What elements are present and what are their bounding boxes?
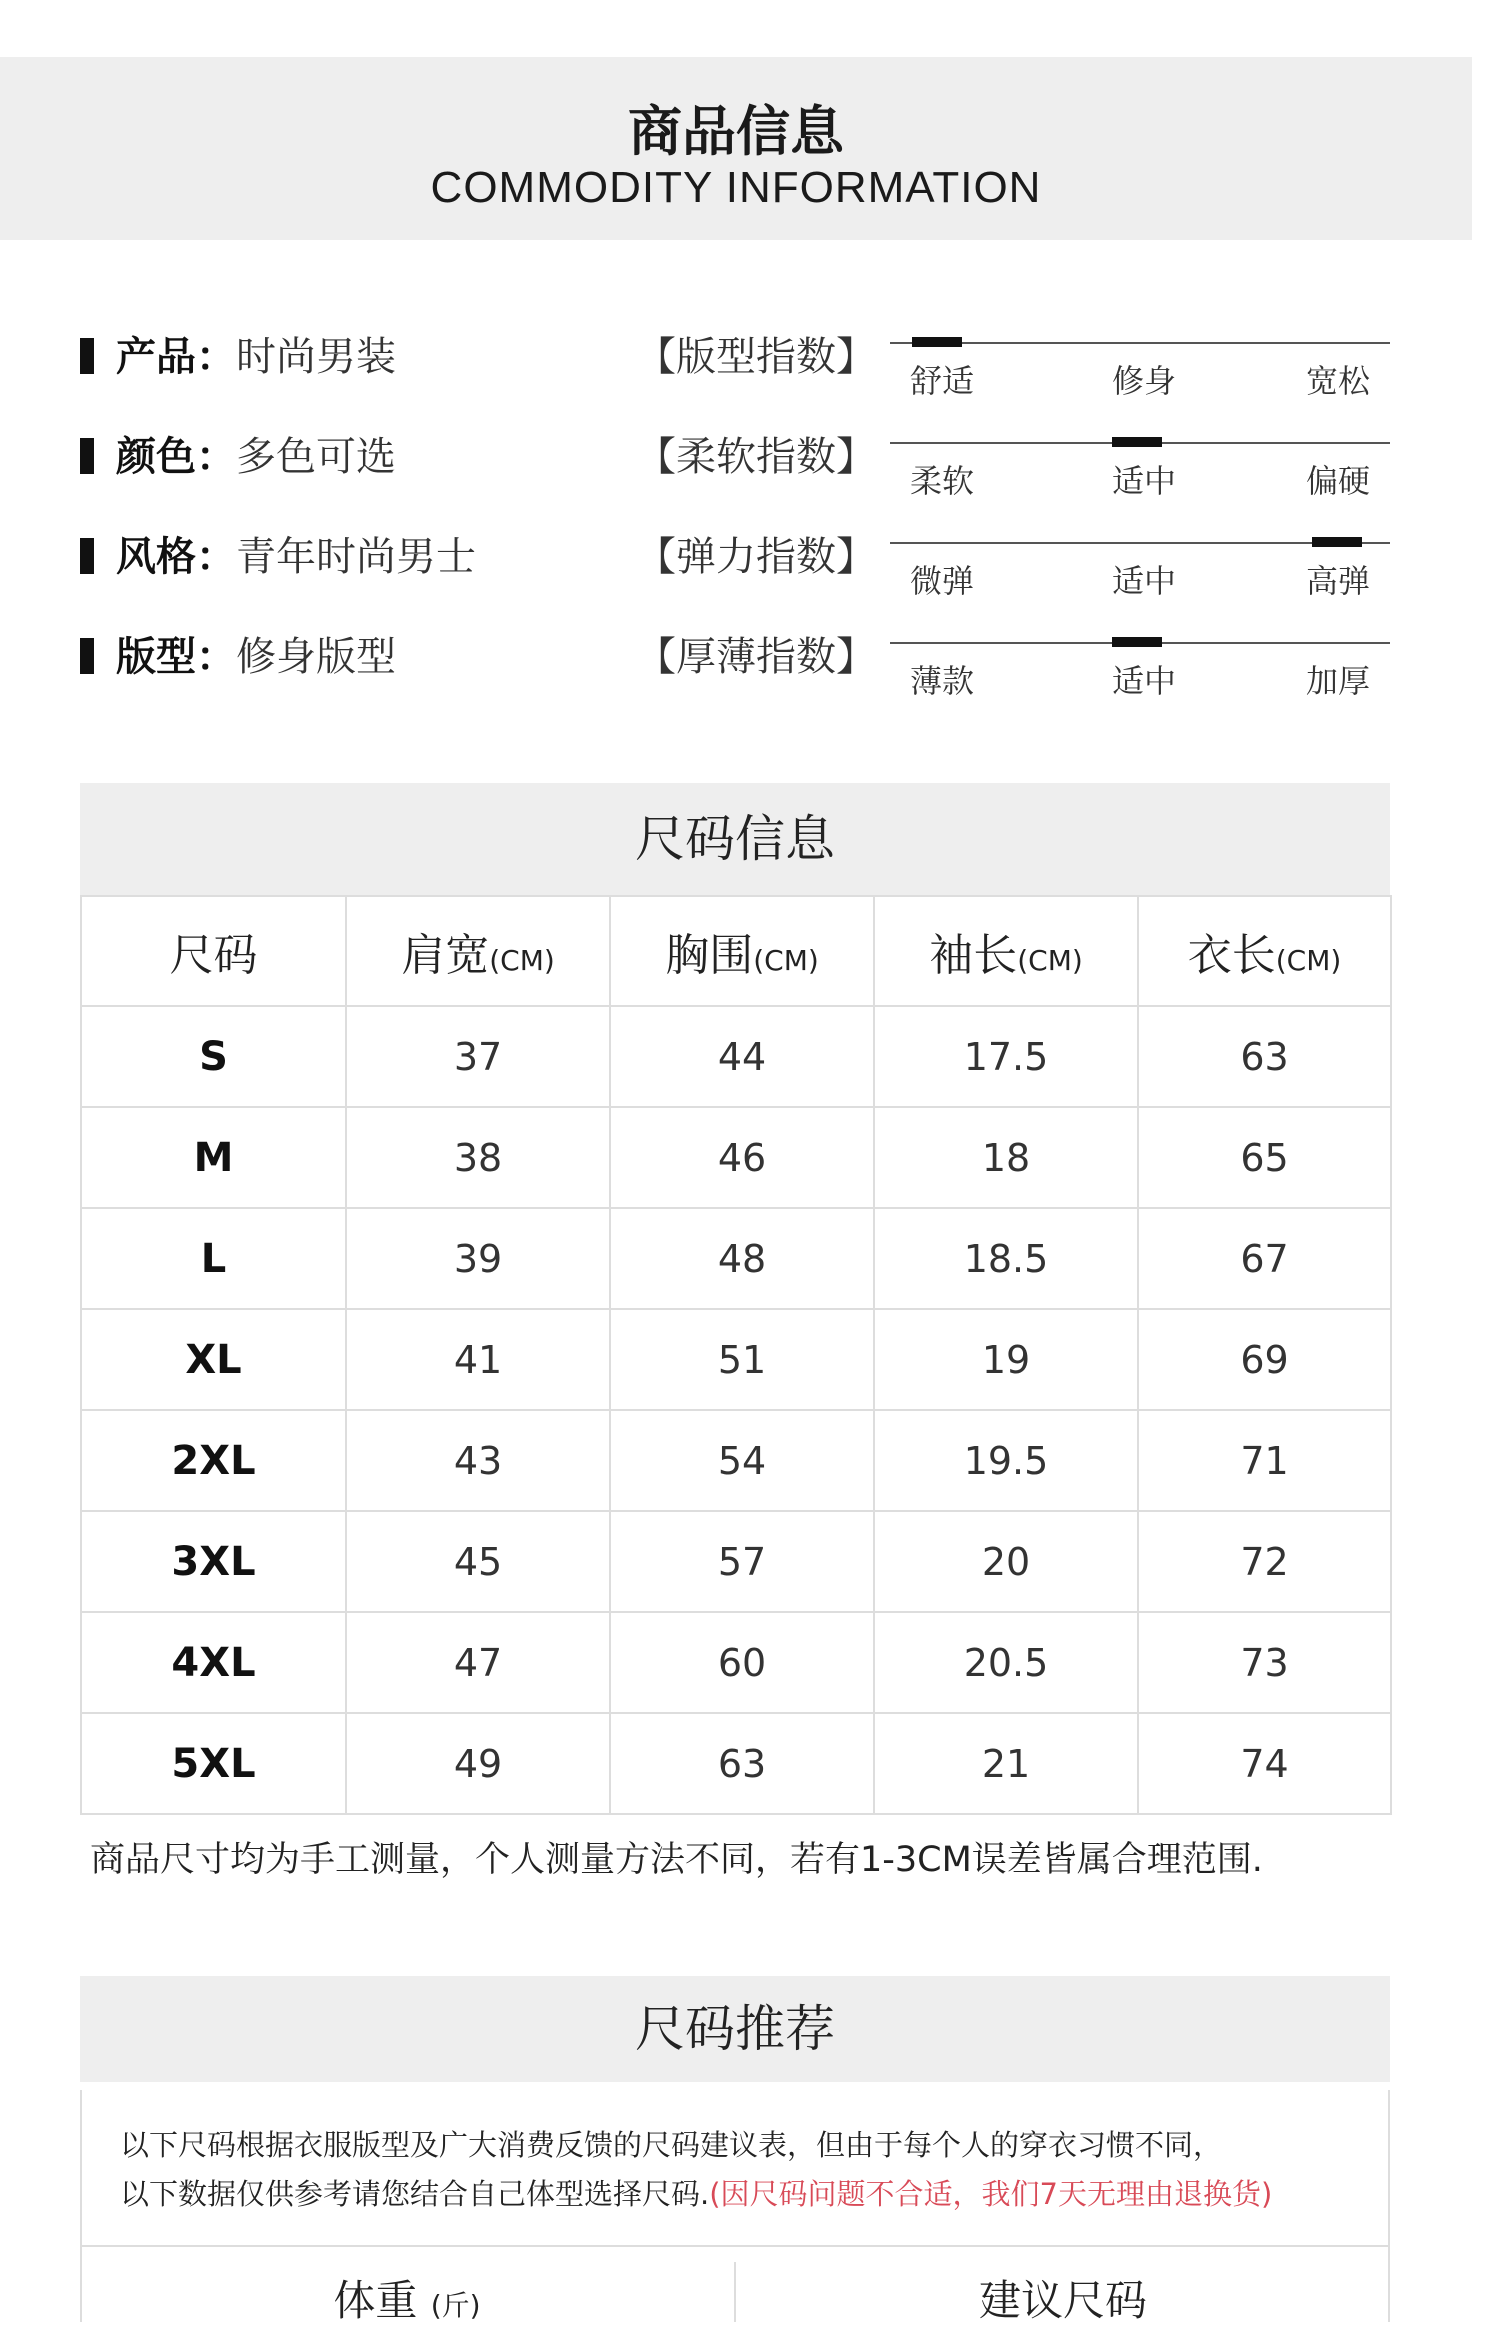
header-unit: (CM) <box>1017 944 1083 977</box>
index-scale-elasticity <box>890 542 1390 612</box>
scale-option: 柔软 <box>910 462 975 500</box>
index-scale-fit <box>890 342 1390 412</box>
table-cell: 63 <box>1138 1006 1391 1107</box>
table-cell: 49 <box>346 1713 610 1814</box>
size-info-title: 尺码信息 <box>80 783 1390 895</box>
table-cell: 71 <box>1138 1410 1391 1511</box>
header-name: 袖长 <box>929 930 1018 981</box>
table-cell: 46 <box>610 1107 874 1208</box>
table-cell: 51 <box>610 1309 874 1410</box>
size-table <box>80 895 1392 1815</box>
table-cell: 37 <box>346 1006 610 1107</box>
table-row <box>81 1713 1391 1814</box>
table-cell: 19 <box>874 1309 1138 1410</box>
scale-option: 高弹 <box>1306 562 1371 600</box>
table-cell: M <box>81 1107 346 1208</box>
bullet-bar-icon <box>80 538 94 574</box>
scale-option: 加厚 <box>1306 662 1371 700</box>
index-scale-softness <box>890 442 1390 512</box>
index-scale-thickness <box>890 642 1390 712</box>
table-cell: 65 <box>1138 1107 1391 1208</box>
header-name: 尺码 <box>169 930 258 981</box>
scale-option: 偏硬 <box>1306 462 1371 500</box>
table-cell: 2XL <box>81 1410 346 1511</box>
scale-option: 适中 <box>1112 562 1177 600</box>
table-cell: 73 <box>1138 1612 1391 1713</box>
size-table-header <box>81 896 1391 1006</box>
header-title-en: COMMODITY INFORMATION <box>430 163 1042 212</box>
recommend-text: 以下数据仅供参考请您结合自己体型选择尺码. <box>120 2177 710 2211</box>
table-cell: 45 <box>346 1511 610 1612</box>
header-unit: (CM) <box>489 944 555 977</box>
scale-option: 适中 <box>1112 462 1177 500</box>
scale-option: 薄款 <box>910 662 975 700</box>
table-row <box>81 1612 1391 1713</box>
table-cell: 18.5 <box>874 1208 1138 1309</box>
scale-marker <box>1112 437 1162 447</box>
header-unit: (CM) <box>753 944 819 977</box>
scale-option: 微弹 <box>910 562 975 600</box>
header-chest <box>610 896 874 1006</box>
table-cell: 74 <box>1138 1713 1391 1814</box>
commodity-info-header <box>0 57 1472 240</box>
table-row <box>81 1309 1391 1410</box>
scale-option: 舒适 <box>910 362 975 400</box>
header-name: 肩宽 <box>401 930 490 981</box>
table-cell: 67 <box>1138 1208 1391 1309</box>
bullet-bar-icon <box>80 338 94 374</box>
attribute-label: 风格： <box>116 534 236 580</box>
attribute-color <box>80 425 396 480</box>
scale-marker <box>1112 637 1162 647</box>
table-cell: 44 <box>610 1006 874 1107</box>
attribute-value: 修身版型 <box>236 634 396 680</box>
table-cell: 3XL <box>81 1511 346 1612</box>
table-cell: 38 <box>346 1107 610 1208</box>
measurement-note: 商品尺寸均为手工测量，个人测量方法不同，若有1-3CM误差皆属合理范围. <box>90 1840 1263 1880</box>
table-cell: 48 <box>610 1208 874 1309</box>
header-length <box>1138 896 1391 1006</box>
recommend-table-border <box>80 2245 1390 2247</box>
table-row <box>81 1107 1391 1208</box>
table-cell: 18 <box>874 1107 1138 1208</box>
table-row <box>81 1410 1391 1511</box>
table-cell: 63 <box>610 1713 874 1814</box>
table-cell: 17.5 <box>874 1006 1138 1107</box>
attribute-label: 颜色： <box>116 434 236 480</box>
index-label-thickness: 【厚薄指数】 <box>636 634 876 680</box>
table-cell: 20.5 <box>874 1612 1138 1713</box>
scale-marker <box>912 337 962 347</box>
table-cell: L <box>81 1208 346 1309</box>
recommend-text-line1: 以下尺码根据衣服版型及广大消费反馈的尺码建议表，但由于每个人的穿衣习惯不同， <box>120 2128 1223 2162</box>
bullet-bar-icon <box>80 438 94 474</box>
header-unit: (斤) <box>430 2289 481 2322</box>
table-cell: 39 <box>346 1208 610 1309</box>
scale-option: 适中 <box>1112 662 1177 700</box>
index-label-softness: 【柔软指数】 <box>636 434 876 480</box>
size-recommend-title: 尺码推荐 <box>80 1976 1390 2082</box>
table-cell: 57 <box>610 1511 874 1612</box>
table-cell: 69 <box>1138 1309 1391 1410</box>
table-cell: 60 <box>610 1612 874 1713</box>
attribute-label: 版型： <box>116 634 236 680</box>
table-cell: S <box>81 1006 346 1107</box>
header-name: 体重 <box>333 2276 418 2325</box>
header-name: 衣长 <box>1187 930 1276 981</box>
table-row <box>81 1006 1391 1107</box>
attribute-label: 产品： <box>116 334 236 380</box>
header-unit: (CM) <box>1275 944 1342 977</box>
scale-marker <box>1312 537 1362 547</box>
header-shoulder <box>346 896 610 1006</box>
header-sleeve <box>874 896 1138 1006</box>
attribute-product <box>80 325 396 380</box>
scale-option: 宽松 <box>1306 362 1371 400</box>
table-cell: 20 <box>874 1511 1138 1612</box>
recommend-text-line2 <box>120 2172 1272 2213</box>
table-cell: 41 <box>346 1309 610 1410</box>
header-size <box>81 896 346 1006</box>
table-cell: 72 <box>1138 1511 1391 1612</box>
scale-line <box>890 342 1390 344</box>
table-cell: 4XL <box>81 1612 346 1713</box>
return-policy-text: (因尺码问题不合适，我们7天无理由退换货) <box>709 2177 1273 2211</box>
header-title-cn: 商品信息 <box>628 100 844 163</box>
table-cell: 5XL <box>81 1713 346 1814</box>
table-row <box>81 1208 1391 1309</box>
table-cell: 19.5 <box>874 1410 1138 1511</box>
table-cell: 21 <box>874 1713 1138 1814</box>
table-cell: 43 <box>346 1410 610 1511</box>
recommend-header-size: 建议尺码 <box>978 2276 1147 2325</box>
attribute-value: 青年时尚男士 <box>236 534 476 580</box>
table-cell: 47 <box>346 1612 610 1713</box>
table-cell: 54 <box>610 1410 874 1511</box>
header-name: 胸围 <box>665 930 754 981</box>
table-cell: XL <box>81 1309 346 1410</box>
index-label-elasticity: 【弹力指数】 <box>636 534 876 580</box>
attribute-style <box>80 525 476 580</box>
bullet-bar-icon <box>80 638 94 674</box>
attribute-value: 多色可选 <box>236 434 396 480</box>
attribute-value: 时尚男装 <box>236 334 396 380</box>
scale-option: 修身 <box>1112 362 1177 400</box>
attribute-fit <box>80 625 396 680</box>
recommend-header-weight <box>80 2268 734 2328</box>
table-row <box>81 1511 1391 1612</box>
index-label-fit: 【版型指数】 <box>636 334 876 380</box>
